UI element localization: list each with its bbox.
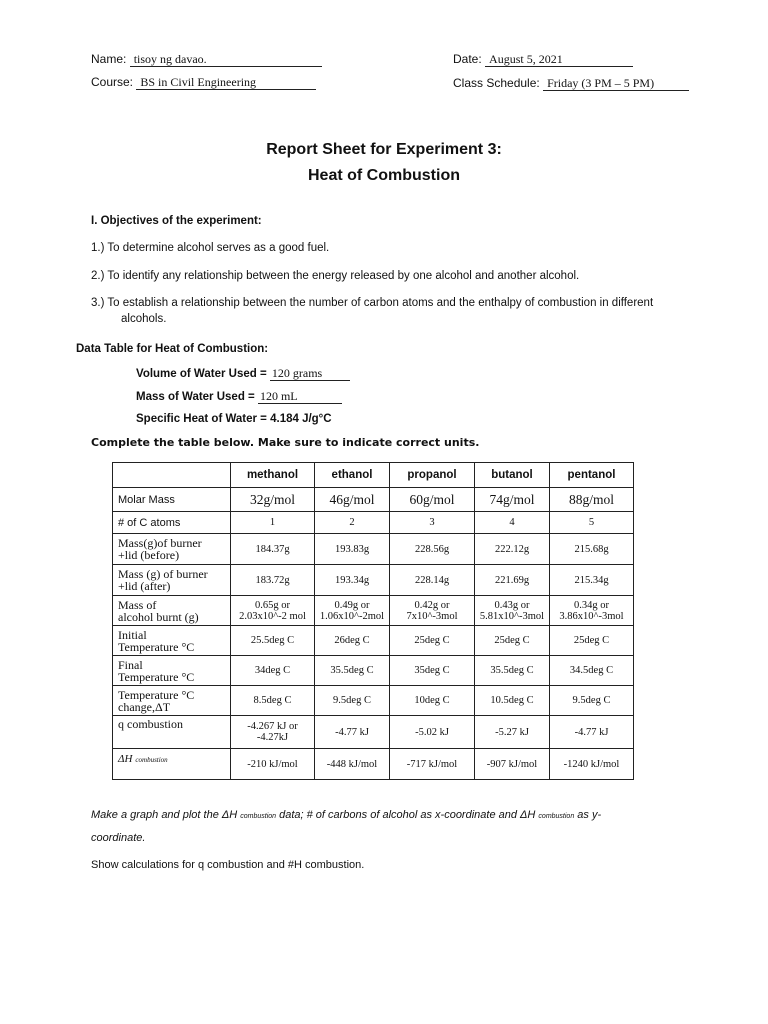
schedule-field [453, 76, 689, 91]
table-row [113, 749, 634, 780]
table-cell: -5.02 kJ [390, 716, 475, 749]
table-cell: 0.34g or 3.86x10^-3mol [550, 596, 634, 626]
table-cell: 222.12g [475, 534, 550, 565]
table-cell: 2 [315, 512, 390, 534]
table-row [113, 596, 634, 626]
table-cell: -1240 kJ/mol [550, 749, 634, 780]
column-header: propanol [390, 463, 475, 488]
row-label: Mass of alcohol burnt (g) [113, 596, 231, 626]
specific-heat: Specific Heat of Water = 4.184 J/g°C [136, 413, 332, 425]
table-cell: 60g/mol [390, 488, 475, 512]
table-cell: 35.5deg C [315, 656, 390, 686]
table-cell: -448 kJ/mol [315, 749, 390, 780]
volume-of-water [136, 366, 350, 381]
row-label: # of C atoms [113, 512, 231, 534]
volume-value: 120 grams [270, 366, 350, 381]
table-cell: 9.5deg C [315, 686, 390, 716]
table-row [113, 512, 634, 534]
column-header: ethanol [315, 463, 390, 488]
objective-item-continuation: alcohols. [121, 313, 167, 325]
table-cell: 32g/mol [231, 488, 315, 512]
table-cell: 46g/mol [315, 488, 390, 512]
column-header: butanol [475, 463, 550, 488]
table-cell: 193.34g [315, 565, 390, 596]
table-header-row [113, 463, 634, 488]
table-cell: 0.49g or 1.06x10^-2mol [315, 596, 390, 626]
row-label: Mass (g) of burner +lid (after) [113, 565, 231, 596]
name-label: Name: [91, 52, 127, 66]
table-cell: 34.5deg C [550, 656, 634, 686]
row-label: Molar Mass [113, 488, 231, 512]
table-cell: -4.77 kJ [315, 716, 390, 749]
table-cell: 228.14g [390, 565, 475, 596]
table-cell: 10deg C [390, 686, 475, 716]
table-cell: 3 [390, 512, 475, 534]
table-cell: 25deg C [475, 626, 550, 656]
table-cell: 0.42g or 7x10^-3mol [390, 596, 475, 626]
table-cell: 88g/mol [550, 488, 634, 512]
table-cell: 34deg C [231, 656, 315, 686]
table-cell: 184.37g [231, 534, 315, 565]
graph-instruction: Make a graph and plot the ΔH combustion data; # of carbons of alcohol as x-coordinate and ΔH combustion as y- [91, 809, 602, 821]
table-cell: 4 [475, 512, 550, 534]
table-row [113, 534, 634, 565]
table-cell: 5 [550, 512, 634, 534]
table-row [113, 686, 634, 716]
table-cell: 221.69g [475, 565, 550, 596]
column-header: methanol [231, 463, 315, 488]
combustion-data-table [112, 462, 634, 780]
objective-item: 3.) To establish a relationship between the number of carbon atoms and the enthalpy of combustion in different [91, 297, 654, 309]
table-cell: 35.5deg C [475, 656, 550, 686]
row-label: q combustion [113, 716, 231, 749]
table-row [113, 626, 634, 656]
table-cell: 193.83g [315, 534, 390, 565]
table-cell: 35deg C [390, 656, 475, 686]
table-cell: 25deg C [390, 626, 475, 656]
objective-item: 1.) To determine alcohol serves as a good fuel. [91, 242, 330, 254]
course-value: BS in Civil Engineering [136, 75, 316, 90]
table-cell: 0.65g or 2.03x10^-2 mol [231, 596, 315, 626]
column-header: pentanol [550, 463, 634, 488]
date-label: Date: [453, 52, 482, 66]
table-cell: -5.27 kJ [475, 716, 550, 749]
table-cell: -4.77 kJ [550, 716, 634, 749]
table-cell: 1 [231, 512, 315, 534]
table-cell: 25.5deg C [231, 626, 315, 656]
report-subtitle: Heat of Combustion [308, 167, 460, 184]
row-label: Initial Temperature °C [113, 626, 231, 656]
course-field [91, 75, 316, 90]
table-cell: 25deg C [550, 626, 634, 656]
table-cell: 228.56g [390, 534, 475, 565]
name-field [91, 52, 322, 67]
date-field [453, 52, 633, 67]
table-cell: 9.5deg C [550, 686, 634, 716]
table-cell: 0.43g or 5.81x10^-3mol [475, 596, 550, 626]
name-value: tisoy ng davao. [130, 52, 322, 67]
table-cell: -210 kJ/mol [231, 749, 315, 780]
schedule-value: Friday (3 PM – 5 PM) [543, 76, 689, 91]
date-value: August 5, 2021 [485, 52, 633, 67]
row-label: ΔH combustion [113, 749, 231, 780]
table-cell: 26deg C [315, 626, 390, 656]
table-instruction: Complete the table below. Make sure to indicate correct units. [91, 436, 480, 449]
objective-item: 2.) To identify any relationship between the energy released by one alcohol and another alcohol. [91, 270, 580, 282]
table-cell: 10.5deg C [475, 686, 550, 716]
table-cell: -717 kJ/mol [390, 749, 475, 780]
table-cell: -907 kJ/mol [475, 749, 550, 780]
data-table-heading: Data Table for Heat of Combustion: [76, 343, 269, 355]
objectives-heading: I. Objectives of the experiment: [91, 215, 262, 227]
report-title: Report Sheet for Experiment 3: [266, 141, 502, 158]
row-label: Temperature °C change,ΔT [113, 686, 231, 716]
table-row [113, 488, 634, 512]
mass-of-water [136, 389, 342, 404]
graph-instruction-continuation: coordinate. [91, 832, 146, 844]
table-row [113, 656, 634, 686]
mass-value: 120 mL [258, 389, 342, 404]
volume-label: Volume of Water Used = [136, 368, 270, 380]
row-label: Final Temperature °C [113, 656, 231, 686]
table-cell: 8.5deg C [231, 686, 315, 716]
header-blank [113, 463, 231, 488]
calculation-note: Show calculations for q combustion and #H combustion. [91, 859, 365, 871]
mass-label: Mass of Water Used = [136, 391, 258, 403]
table-cell: 183.72g [231, 565, 315, 596]
schedule-label: Class Schedule: [453, 76, 540, 90]
table-cell: 74g/mol [475, 488, 550, 512]
row-label: Mass(g)of burner +lid (before) [113, 534, 231, 565]
table-row [113, 565, 634, 596]
table-cell: 215.68g [550, 534, 634, 565]
table-cell: -4.267 kJ or -4.27kJ [231, 716, 315, 749]
table-cell: 215.34g [550, 565, 634, 596]
course-label: Course: [91, 75, 134, 89]
table-row [113, 716, 634, 749]
